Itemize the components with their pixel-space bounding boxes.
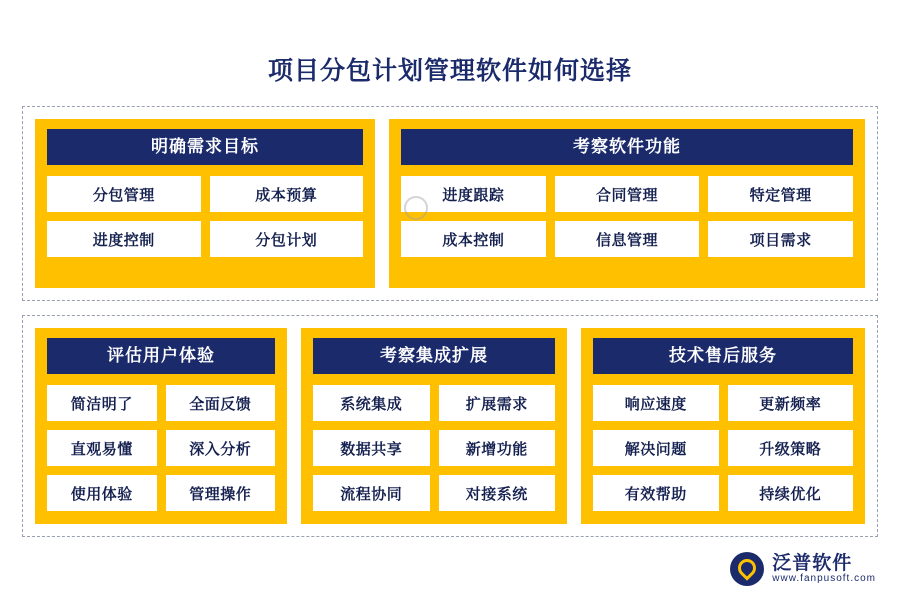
item-cell: 流程协同 [313, 475, 430, 511]
item-cell: 信息管理 [555, 221, 700, 257]
brand-logo [730, 552, 876, 586]
item-cell: 特定管理 [708, 176, 853, 212]
item-cell: 更新频率 [728, 385, 854, 421]
item-cell: 数据共享 [313, 430, 430, 466]
top-group-container [22, 106, 878, 301]
group-items [47, 176, 363, 276]
bottom-group-container [22, 315, 878, 537]
group-heading: 考察集成扩展 [313, 338, 555, 374]
group-items [47, 385, 275, 512]
group-heading: 考察软件功能 [401, 129, 853, 165]
item-cell: 简洁明了 [47, 385, 157, 421]
group-technical-service [581, 328, 865, 524]
item-cell: 对接系统 [439, 475, 556, 511]
item-cell: 有效帮助 [593, 475, 719, 511]
group-need-goals [35, 119, 375, 288]
item-cell: 分包计划 [210, 221, 364, 257]
item-cell: 响应速度 [593, 385, 719, 421]
item-cell: 扩展需求 [439, 385, 556, 421]
item-cell: 进度控制 [47, 221, 201, 257]
item-cell: 成本控制 [401, 221, 546, 257]
item-cell: 分包管理 [47, 176, 201, 212]
group-items [313, 385, 555, 512]
brand-website: www.fanpusoft.com [772, 572, 876, 584]
brand-name: 泛普软件 [772, 552, 853, 574]
group-heading: 明确需求目标 [47, 129, 363, 165]
item-cell: 新增功能 [439, 430, 556, 466]
group-heading: 技术售后服务 [593, 338, 853, 374]
brand-text [772, 554, 876, 584]
group-items [401, 176, 853, 276]
item-cell: 使用体验 [47, 475, 157, 511]
group-software-functions [389, 119, 865, 288]
item-cell: 项目需求 [708, 221, 853, 257]
item-cell: 进度跟踪 [401, 176, 546, 212]
page-title: 项目分包计划管理软件如何选择 [267, 57, 632, 85]
item-cell: 直观易懂 [47, 430, 157, 466]
item-cell: 解决问题 [593, 430, 719, 466]
item-cell: 全面反馈 [166, 385, 276, 421]
group-items [593, 385, 853, 512]
item-cell: 管理操作 [166, 475, 276, 511]
group-heading: 评估用户体验 [47, 338, 275, 374]
item-cell: 深入分析 [166, 430, 276, 466]
fanpu-logo-icon [730, 552, 764, 586]
item-cell: 合同管理 [555, 176, 700, 212]
item-cell: 持续优化 [728, 475, 854, 511]
item-cell: 系统集成 [313, 385, 430, 421]
item-cell: 成本预算 [210, 176, 364, 212]
group-user-experience [35, 328, 287, 524]
item-cell: 升级策略 [728, 430, 854, 466]
group-integration-extension [301, 328, 567, 524]
